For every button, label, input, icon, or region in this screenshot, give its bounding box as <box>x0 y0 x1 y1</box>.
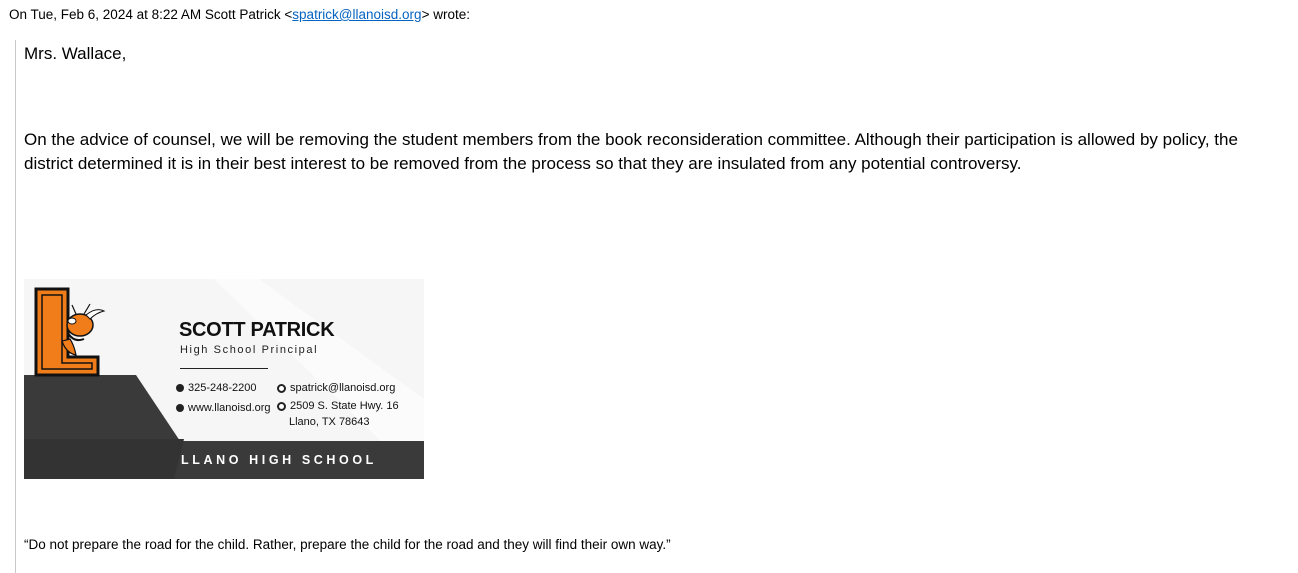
address-line1: 2509 S. State Hwy. 16 <box>290 400 399 412</box>
location-icon <box>277 402 286 411</box>
signature-school-name: LLANO HIGH SCHOOL <box>181 453 377 467</box>
signature-divider <box>180 368 268 369</box>
message-body: On the advice of counsel, we will be removing the student members from the book reconsideration committee. Although their participation is allowed by policy, the district determined it is in their best interest to be removed from the process so that they are insulated from any potential controversy. <box>24 130 1238 173</box>
signature-card <box>24 279 424 479</box>
header-suffix: > wrote: <box>421 7 470 22</box>
quoted-header <box>9 7 470 22</box>
greeting: Mrs. Wallace, <box>24 44 127 63</box>
quote-bar <box>15 40 16 573</box>
signature-quote: “Do not prepare the road for the child. Rather, prepare the child for the road and they will find their own way.” <box>24 537 671 552</box>
signature-role: High School Principal <box>180 344 319 356</box>
website-text: www.llanoisd.org <box>188 402 271 414</box>
globe-icon <box>176 404 184 412</box>
mail-icon <box>277 384 286 393</box>
header-prefix: On Tue, Feb 6, 2024 at 8:22 AM Scott Patrick < <box>9 7 293 22</box>
phone-icon <box>176 384 184 392</box>
signature-website[interactable] <box>176 402 271 414</box>
signature-address <box>277 400 399 412</box>
signature-address-line2 <box>289 416 370 428</box>
signature-email[interactable] <box>277 382 395 394</box>
school-logo-icon <box>32 285 112 381</box>
sender-email-link[interactable]: spatrick@llanoisd.org <box>292 7 422 22</box>
signature-phone <box>176 382 257 394</box>
email-text: spatrick@llanoisd.org <box>290 382 396 394</box>
address-line2: Llano, TX 78643 <box>289 416 370 428</box>
phone-text: 325-248-2200 <box>188 382 257 394</box>
signature-name: SCOTT PATRICK <box>179 319 335 341</box>
